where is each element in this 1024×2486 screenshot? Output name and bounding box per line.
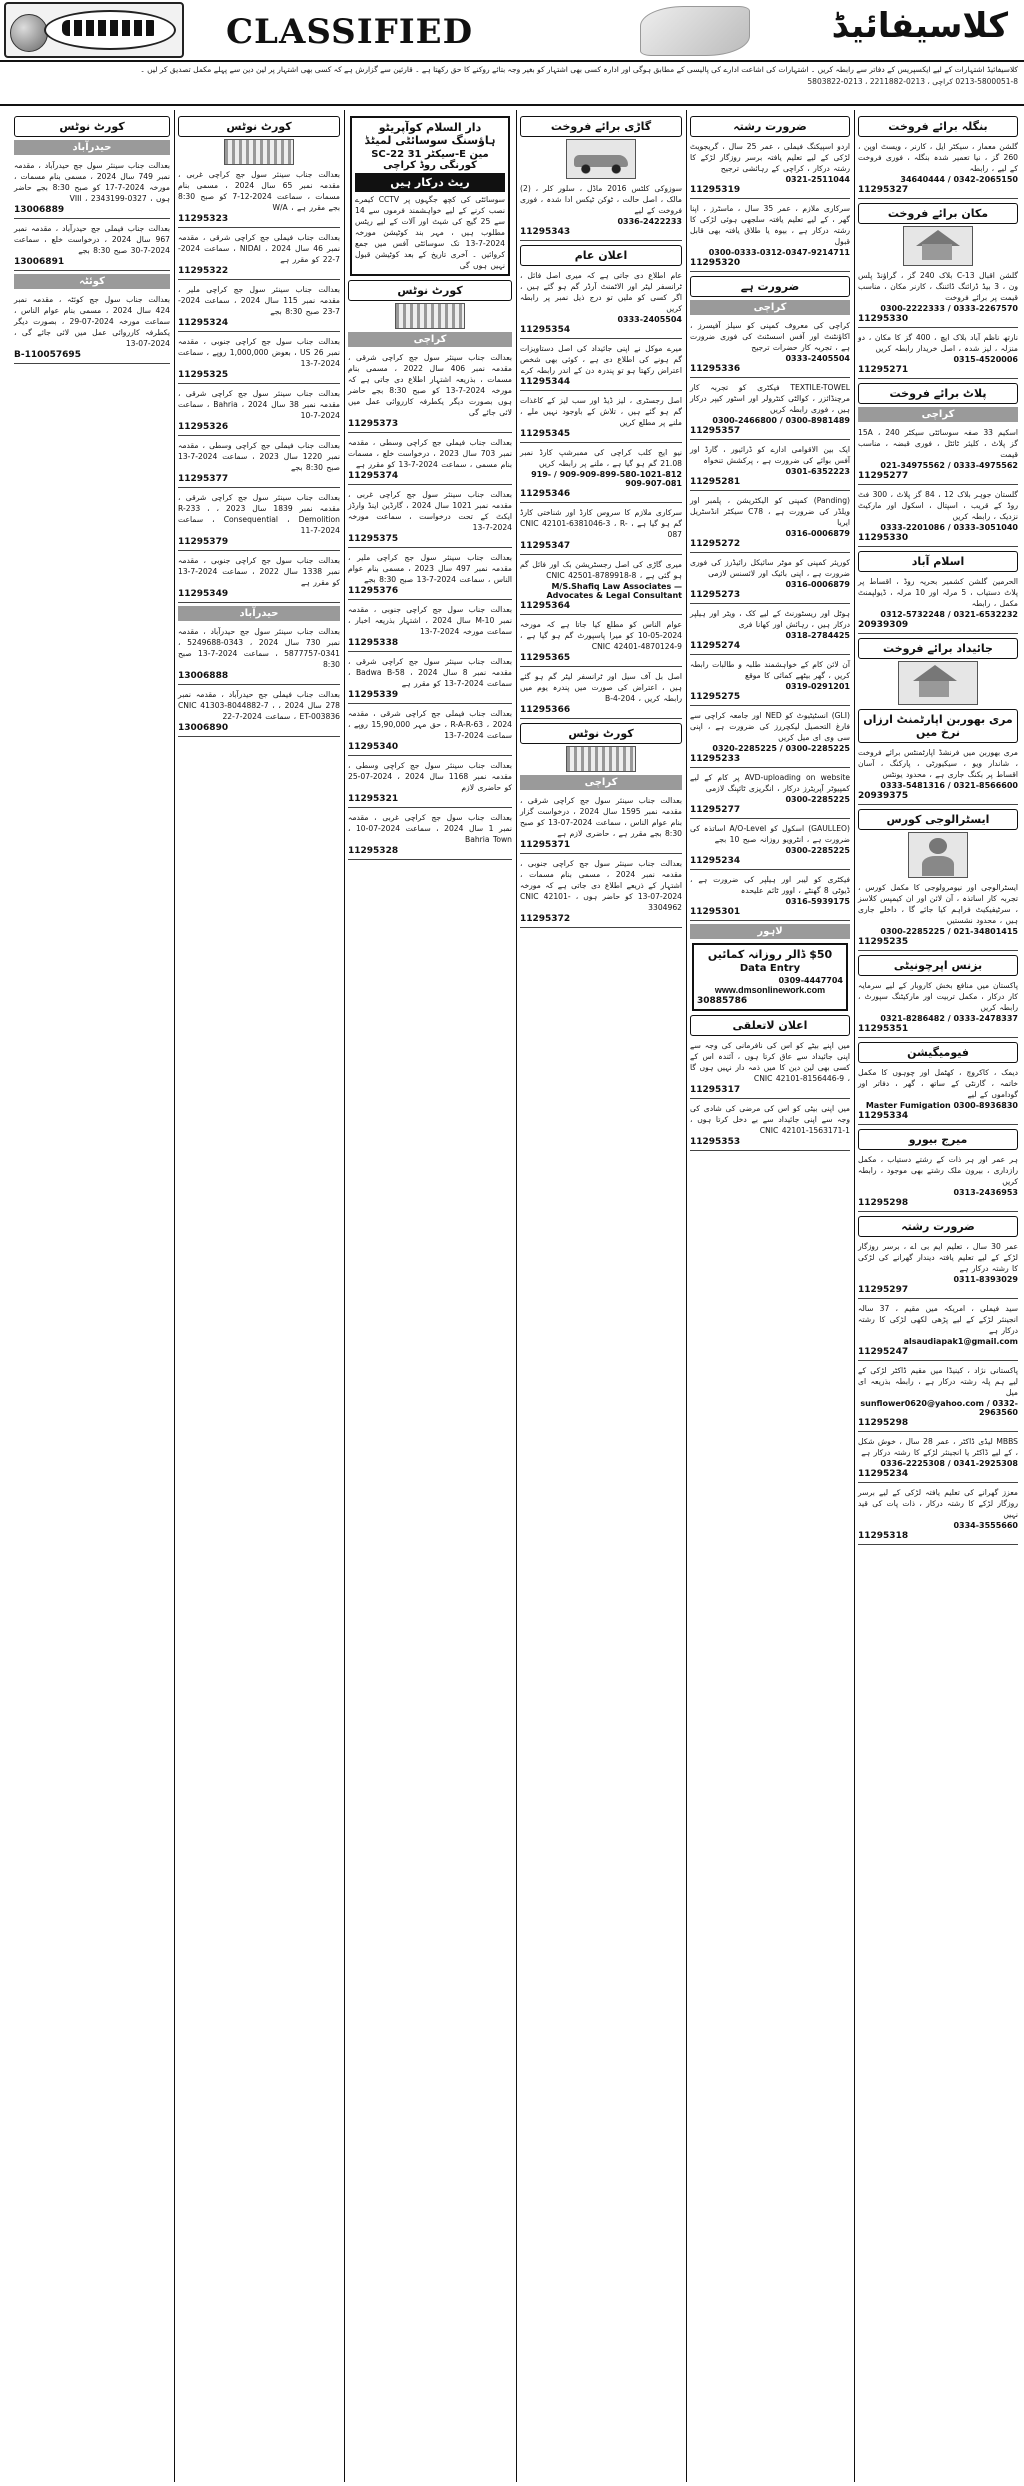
ad-contact: M/S.Shafiq Law Associates — Advocates & Legal Consultant xyxy=(546,582,682,600)
classified-ad xyxy=(178,386,340,436)
ad-contact: Master Fumigation 0300-8936830 xyxy=(865,1101,1018,1110)
ad-text: بعدالت جناب سول جج کراچی غربی ، مقدمہ نمبر 1 سال 2024 ، سماعت 2024-07-10 ، Bahria Town xyxy=(348,813,512,844)
ad-text: (Panding) کمپنی کو الیکٹریشن ، پلمبر اور ویلڈر کی ضرورت ہے ، C78 سیکٹر انڈسٹریل ایریا xyxy=(690,496,851,527)
section-heading: اعلان عام xyxy=(520,245,682,266)
ad-text: سرکاری ملازم کا سروس کارڈ اور شناختی کارڈ گم ہو گیا ہے ، CNIC 42101-6381046-3 ، R-087 xyxy=(520,508,682,539)
classified-ad xyxy=(348,810,512,860)
ad-text: میں اپنی بیٹی کو اس کی مرضی کی شادی کی وجہ سے اپنی جائیداد سے بے دخل کرتا ہوں ، CNIC 42101-1563171-1 xyxy=(690,1104,850,1135)
ad-code: 13006890 xyxy=(178,723,229,733)
ad-text: عوام الناس کو مطلع کیا جاتا ہے کہ مورخہ 2024-05-10 کو میرا پاسپورٹ گم ہو گیا ہے ، CNIC 42401-4870124-9 xyxy=(520,620,682,651)
ad-text: سوزوکی کلٹس 2016 ماڈل ، سلور کلر ، (2) مالک ، اصل حالت ، ٹوکن ٹیکس ادا شدہ ، فوری فروخت کے لیے xyxy=(520,184,682,215)
ad-text: پاکستان میں منافع بخش کاروبار کے لیے سرمایہ کار درکار ، مکمل تربیت اور مارکیٹنگ سپورٹ ، رابطہ کریں xyxy=(858,981,1018,1012)
section-heading: میرج بیورو xyxy=(858,1129,1018,1150)
ad-code: B-110057695 xyxy=(14,350,81,360)
ad-code: 11295364 xyxy=(520,601,571,611)
section-heading: ضرورت ہے xyxy=(690,276,850,297)
ad-code: 11295297 xyxy=(858,1285,909,1295)
ad-website: www.dmsonlinework.com xyxy=(714,985,826,995)
ad-contact: 0341-2925308 / 0336-2225308 xyxy=(880,1459,1018,1468)
ad-contact: 0313-2436953 xyxy=(953,1188,1018,1197)
info-strip xyxy=(0,62,1024,106)
ad-code: 11295371 xyxy=(520,840,571,850)
classified-ad xyxy=(690,555,850,604)
classified-ad xyxy=(178,687,340,737)
ad-text: گلستان جوہر بلاک 12 ، 84 گز پلاٹ ، 300 فٹ روڈ کے قریب ، اسپتال ، اسکول اور مارکیٹ نزدیک ، رابطہ کریں xyxy=(858,490,1018,521)
ad-code: 11295340 xyxy=(348,742,399,752)
ad-code: 11295343 xyxy=(520,227,571,237)
ad-contact: 0300-2285225 xyxy=(785,846,850,855)
classified-ad xyxy=(520,856,682,928)
classified-ad xyxy=(14,158,170,219)
ad-contact: 0333-2267570 / 0300-2222333 xyxy=(880,304,1018,313)
column-3 xyxy=(516,110,686,2482)
classified-ad xyxy=(858,1152,1018,1212)
info-contacts: 0213-5800051-8 کراچی ، 0213-2211882 ، 0213-5803822 xyxy=(807,76,1018,86)
ad-code: 11295347 xyxy=(520,541,571,551)
ad-code: 11295322 xyxy=(178,266,229,276)
ad-text: کراچی کی معروف کمپنی کو سیلز آفیسرز ، اکاؤنٹنٹ اور آفس اسسٹنٹ کی فوری ضرورت ہے ، تجربہ کار حضرات ترجیح xyxy=(690,321,850,352)
ad-code: 11295366 xyxy=(520,705,571,715)
classified-ad xyxy=(858,139,1018,199)
ad-text: AVD-uploading on website پر کام کے لیے کمپیوٹر آپریٹرز درکار ، انگریزی ٹائپنگ لازمی xyxy=(690,773,850,793)
ad-text: دیمک ، کاکروچ ، کھٹمل اور چوہوں کا مکمل خاتمہ ، گارنٹی کے ساتھ ، گھر ، دفاتر اور گوداموں کے لیے xyxy=(858,1068,1018,1099)
column-divider xyxy=(686,110,687,2482)
ad-text: بعدالت جناب سینئر سول جج کراچی وسطی ، مقدمہ نمبر 1168 سال 2024 ، 2024-07-25 کو حاضری لازم xyxy=(348,761,513,792)
ad-text: بعدالت جناب سول جج کراچی جنوبی ، مقدمہ نمبر 1338 سال 2022 ، سماعت 2024-7-13 کو مقرر ہے xyxy=(178,556,340,587)
ad-text: گلشن معمار ، سیکٹر ایل ، کارنر ، ویسٹ اوپن ، 260 گز ، نیا تعمیر شدہ بنگلہ ، فوری فروخت کے لیے ، رابطہ xyxy=(858,142,1018,173)
ad-text: ہوٹل اور ریسٹورنٹ کے لیے کک ، ویٹر اور ہیلپر درکار ہیں ، رہائش اور کھانا فری xyxy=(690,609,850,629)
classified-ad xyxy=(858,1239,1018,1299)
classified-ad xyxy=(520,393,682,443)
classified-ad xyxy=(858,425,1018,485)
ad-text: اصل رجسٹری ، لیز ڈیڈ اور سب لیز کے کاغذات گم ہو گئے ہیں ، تلاش کے باوجود نہیں ملے ، ملنے پر مطلع کریں xyxy=(520,396,682,427)
classified-ad xyxy=(858,330,1018,379)
ad-contact: 0334-3555660 xyxy=(953,1521,1018,1530)
section-heading: فیومیگیشن xyxy=(858,1042,1018,1063)
masthead-decoration-icon xyxy=(640,6,750,56)
masthead-title-en: CLASSIFIED xyxy=(226,12,474,52)
ad-text: بعدالت جناب فیملی جج حیدرآباد ، مقدمہ نمبر 278 سال 2024 ، CNIC 41303-8044882-7 ، ET-003836 ، سماعت 2024-7-22 xyxy=(178,690,341,721)
classified-ad xyxy=(858,574,1018,634)
classified-ad xyxy=(690,493,850,553)
classified-ad xyxy=(690,442,850,491)
section-heading: کورٹ نوٹس xyxy=(348,280,512,301)
classified-ad xyxy=(178,230,340,280)
ad-text: بعدالت جناب فیملی جج کراچی وسطی ، مقدمہ نمبر 1220 سال 2023 ، سماعت 2024-7-13 صبح 8:30 بجے xyxy=(178,441,340,472)
ad-contact: 0333-3051040 / 0333-2201086 xyxy=(880,523,1018,532)
ad-text: بعدالت جناب سینئر سول جج کراچی جنوبی ، مقدمہ نمبر 2024 ، مسمی بنام مسمات ، اشتہار کے ذریعے اطلاع دی جاتی ہے کہ مورخہ 2024-07-13 کو حاضر ہوں ، CNIC 42101-3304962 xyxy=(520,859,682,912)
ad-code: 11295336 xyxy=(690,364,741,374)
ad-code: 13006891 xyxy=(14,257,65,267)
section-heading: جائیداد برائے فروخت xyxy=(858,638,1018,659)
car-icon xyxy=(566,139,636,179)
city-bar: کوئٹہ xyxy=(14,274,170,289)
ad-code: 11295301 xyxy=(690,907,741,917)
ad-code: 11295234 xyxy=(690,856,741,866)
classified-ad xyxy=(520,557,682,615)
ad-text: بعدالت جناب سول جج کراچی جنوبی ، مقدمہ نمبر 26 US ، بعوض 1,000,000 روپے ، سماعت 2024-7-13 xyxy=(178,337,340,368)
ad-text: بعدالت جناب سینئر سول جج کراچی ملیر ، مقدمہ نمبر 497 سال 2023 ، مسمی بنام عوام الناس ، سماعت 2024-7-13 صبح 8:30 بجے xyxy=(348,553,513,584)
masthead-title-ur: کلاسیفائیڈ xyxy=(831,6,1008,46)
classified-ad xyxy=(178,490,340,551)
ad-text: بعدالت جناب سینئر سول جج کراچی غربی ، مقدمہ نمبر 65 سال 2024 ، مسمی بنام مسمات ، سماعت 2024-12-7 کو صبح 8:30 بجے مقرر ہے ، W/A xyxy=(178,170,340,212)
classified-ad xyxy=(690,770,850,819)
classified-ad xyxy=(520,669,682,719)
boxed-ad xyxy=(692,943,848,1011)
classified-ad xyxy=(858,1065,1018,1125)
classified-ad xyxy=(14,221,170,271)
ad-contact: 909-909-899-580-1021-812 / 919-909-907-081 xyxy=(531,470,682,488)
classified-ad xyxy=(520,617,682,667)
ad-contact: 0333-4975562 / 021-34975562 xyxy=(880,461,1018,470)
express-logo-icon xyxy=(4,2,184,58)
ad-code: 11295319 xyxy=(690,185,741,195)
ad-contact: 0333-2405504 xyxy=(785,354,850,363)
ad-text: نارتھ ناظم آباد بلاک ایچ ، 400 گز کا مکان ، دو منزلہ ، لیز شدہ ، اصل خریدار رابطہ کریں xyxy=(858,333,1018,353)
ad-code: 11295354 xyxy=(520,325,571,335)
house-icon xyxy=(898,661,978,705)
ad-code: 20939375 xyxy=(858,791,909,801)
column-divider xyxy=(344,110,345,2482)
city-bar: لاہور xyxy=(690,924,850,939)
ad-text: بعدالت جناب سول جج کوئٹہ ، مقدمہ نمبر 424 سال 2024 ، مسمی بنام عوام الناس ، سماعت مورخہ 2024-07-29 ، بصورت دیگر یکطرفہ کارروائی عمل میں لائی جائے گی ، 2024-07-13 xyxy=(14,295,170,348)
classified-ad xyxy=(690,708,850,768)
ad-text: بعدالت جناب سینئر سول جج حیدرآباد ، مقدمہ نمبر 730 سال 2024 ، 0343-5249688 ، 0341-5877757 ، سماعت 2024-7-13 صبح 8:30 xyxy=(178,627,341,669)
ad-contact: 0342-2065150 / 34640444 xyxy=(900,175,1018,184)
classified-ad xyxy=(690,201,850,272)
section-heading: گاڑی برائے فروخت xyxy=(520,116,682,137)
classified-ad xyxy=(858,1301,1018,1361)
column-1 xyxy=(854,110,1022,2482)
city-bar: کراچی xyxy=(858,407,1018,422)
section-heading: ایسٹرالوجی کورس xyxy=(858,809,1018,830)
ad-code: 11295338 xyxy=(348,638,399,648)
ad-code: 11295325 xyxy=(178,370,229,380)
ad-contact: 0301-6352223 xyxy=(785,467,850,476)
ad-code: 13006889 xyxy=(14,205,65,215)
ad-contact: 0316-0006879 xyxy=(785,529,850,538)
section-heading: ضرورت رشتہ xyxy=(690,116,850,137)
classified-ad xyxy=(858,1434,1018,1483)
classified-ad xyxy=(690,872,850,921)
ad-code: 30885786 xyxy=(697,996,748,1006)
ad-text: بعدالت جناب سینئر سول جج کراچی غربی ، مقدمہ نمبر 1021 سال 2024 ، گارڈین اینڈ وارڈز ایکٹ کے تحت درخواست ، سماعت مورخہ 2024-7-13 xyxy=(348,490,512,532)
ad-contact: 0315-4520006 xyxy=(953,355,1018,364)
classified-ad xyxy=(690,1101,850,1151)
ad-contact: 0311-8393029 xyxy=(953,1275,1018,1284)
ad-text: مری بھوربن میں فرنشڈ اپارٹمنٹس برائے فروخت ، شاندار ویو ، سیکیورٹی ، پارکنگ ، آسان اقساط پر بکنگ جاری ہے ، محدود یونٹس xyxy=(858,748,1018,779)
ad-code: 11295320 xyxy=(690,258,741,268)
ad-text: گلشن اقبال 13-C بلاک 240 گز ، گراؤنڈ پلس ون ، 3 بیڈ ڈرائنگ ڈائننگ ، کارنر مکان ، مناسب قیمت پر برائے فروخت xyxy=(858,271,1019,302)
ad-text: ایسٹرالوجی اور نیومرولوجی کا مکمل کورس ، تجربہ کار اساتذہ ، آن لائن اور ان کیمپس کلاسز ، سرٹیفیکیٹ فراہم کیا جائے گا ، داخلے جاری ہیں ، محدود نشستیں xyxy=(858,883,1018,925)
ad-text: بعدالت جناب سینئر سول جج کراچی شرقی ، مقدمہ نمبر 1595 سال 2024 ، درخواست گزار بنام عوام الناس ، سماعت 2024-07-13 کو صبح 8:30 بجے مقرر ہے ، حاضری لازم ہے xyxy=(520,796,683,838)
section-heading: اعلان لاتعلقی xyxy=(690,1015,850,1036)
classified-ad xyxy=(520,268,682,339)
ad-code: 11295330 xyxy=(858,533,909,543)
ad-contact: 0321-8566600 / 0333-5481316 xyxy=(880,781,1018,790)
section-heading: کورٹ نوٹس xyxy=(520,723,682,744)
ad-text: الحرمین گلشن کشمیر بحریہ روڈ ، اقساط پر پلاٹ دستیاب ، 5 مرلہ اور 10 مرلہ ، ڈیولپمنٹ مکمل ، رابطہ xyxy=(858,577,1018,608)
ad-text: بعدالت جناب سینئر سول جج کراچی شرقی ، مقدمہ نمبر 406 سال 2022 ، مسمی بنام مسمات ، بذریعہ اشتہار اطلاع دی جاتی ہے کہ مورخہ 2024-7-13 کو صبح 8:30 بجے حاضر ہوں بصورت دیگر یکطرفہ کارروائی عمل میں لائی جائے گی xyxy=(348,353,512,417)
ad-code: 11295357 xyxy=(690,426,741,436)
ad-code: 11295339 xyxy=(348,690,399,700)
column-divider xyxy=(174,110,175,2482)
classified-ad xyxy=(858,978,1018,1038)
city-bar: حیدرآباد xyxy=(14,140,170,155)
ad-contact: 0319-0291201 xyxy=(785,682,850,691)
classified-ad xyxy=(690,380,850,440)
classified-ad xyxy=(348,654,512,704)
column-4 xyxy=(344,110,516,2482)
ad-contact: 0309-4447704 xyxy=(778,976,843,985)
classified-ad xyxy=(348,350,512,433)
ad-contact: alsaudiapak1@gmail.com xyxy=(903,1337,1018,1346)
classified-ad xyxy=(520,341,682,391)
section-heading: کورٹ نوٹس xyxy=(178,116,340,137)
ad-code: 11295328 xyxy=(348,846,399,856)
ad-code: 11295374 xyxy=(348,471,399,481)
ad-code: 11295365 xyxy=(520,653,571,663)
court-icon xyxy=(395,303,465,329)
classified-ad xyxy=(520,181,682,241)
ad-text: سرکاری ملازم ، عمر 35 سال ، ماسٹرز ، اپنا گھر ، کے لیے تعلیم یافتہ سلجھی ہوئی لڑکی کا رشتہ درکار ہے ، بیوہ یا طلاق یافتہ بھی قابل قبول xyxy=(690,204,850,246)
city-bar: حیدرآباد xyxy=(178,606,340,621)
ad-text: فیکٹری کو لیبر اور ہیلپر کی ضرورت ہے ، ڈیوٹی 8 گھنٹے ، اوور ٹائم علیحدہ xyxy=(690,875,850,895)
ad-text: بعدالت جناب سینئر سول جج حیدرآباد ، مقدمہ نمبر 749 سال 2024 ، مسمی بنام مسمات ، مورخہ 2024-7-17 کو صبح 8:30 بجے حاضر ہوں ، 0327-2343199 ، VIII xyxy=(14,161,170,203)
ad-code: 11295275 xyxy=(690,692,741,702)
column-5 xyxy=(174,110,344,2482)
section-heading: بنگلہ برائے فروخت xyxy=(858,116,1018,137)
classified-ad xyxy=(348,435,512,485)
ad-text: MBBS لیڈی ڈاکٹر ، عمر 28 سال ، خوش شکل ، کے لیے ڈاکٹر یا انجینئر لڑکے کا رشتہ درکار ہے xyxy=(858,1437,1018,1457)
ad-code: 13006888 xyxy=(178,671,229,681)
ad-code: 11295330 xyxy=(858,314,909,324)
ad-code: 11295273 xyxy=(690,590,741,600)
ad-code: 11295376 xyxy=(348,586,399,596)
ad-code: 11295298 xyxy=(858,1418,909,1428)
ad-contact: 0316-0006879 xyxy=(785,580,850,589)
ad-contact: 0321-6532232 / 0312-5732248 xyxy=(880,610,1018,619)
ad-code: 11295375 xyxy=(348,534,399,544)
info-text: کلاسیفائیڈ اشتہارات کے لیے ایکسپریس کے دفاتر سے رابطہ کریں ۔ اشتہارات کی اشاعت ادارے کی پالیسی کے مطابق ہوگی اور ادارہ کسی بھی اشتہار کو بغیر وجہ بتائے روکنے کا حق رکھتا ہے ۔ قارئین سے گزارش ہے کہ کسی بھی اشتہار پر لین دین سے پہلے مکمل تصدیق کر لیں ۔ xyxy=(140,65,1018,74)
column-2 xyxy=(686,110,854,2482)
ad-code: 11295323 xyxy=(178,214,229,224)
ad-code: 11295233 xyxy=(690,754,741,764)
ad-text: بعدالت جناب سینئر سول جج کراچی شرقی ، مقدمہ نمبر 8 سال 2024 ، Badwa B-58 ، سماعت 2024-7-13 کو مقرر ہے xyxy=(348,657,512,688)
ad-text: اصل بل آف سیل اور ٹرانسفر لیٹر گم ہو گئے ہیں ، اعتراض کی صورت میں پندرہ یوم میں رابطہ کریں ، B-4-204 xyxy=(520,672,682,703)
ad-code: 11295247 xyxy=(858,1347,909,1357)
classified-ad xyxy=(348,550,512,600)
section-heading: مکان برائے فروخت xyxy=(858,203,1018,224)
section-heading: ضرورت رشتہ xyxy=(858,1216,1018,1237)
classified-ad xyxy=(690,821,850,870)
ad-text: اسکیم 33 صفہ سوسائٹی سیکٹر 15A ، 240 گز پلاٹ ، کلیئر ٹائٹل ، فوری قبضہ ، مناسب قیمت xyxy=(858,428,1018,459)
ad-contact: 0336-2422233 xyxy=(617,217,682,226)
classified-ad xyxy=(348,602,512,652)
city-bar: کراچی xyxy=(348,332,512,347)
ad-contact: 0300-2285225 xyxy=(785,795,850,804)
box-title: $50 ڈالر روزانہ کمائیں xyxy=(707,948,833,961)
society-notice xyxy=(350,116,510,276)
notice-text: سوسائٹی کی کچھ جگہوں پر CCTV کیمرے نصب کرنے کے لیے خواہشمند فرموں سے 14 سے 25 گیج کی شیٹ اور آلات کے لیے ریٹس مطلوب ہیں ، مہر بند کوٹیشن مورخہ 2024-7-13 تک سوسائٹی آفس میں جمع کروائیں ۔ آخری تاریخ کے بعد کوٹیشن قبول نہیں ہوں گی xyxy=(355,195,505,270)
house-icon xyxy=(903,226,973,266)
ad-code: 11295324 xyxy=(178,318,229,328)
section-heading: بزنس اپرچونیٹی xyxy=(858,955,1018,976)
column-divider xyxy=(854,110,855,2482)
ad-text: میری گاڑی کی اصل رجسٹریشن بک اور فائل گم ہو گئی ہے ، CNIC 42501-8789918-8 xyxy=(520,560,682,580)
classified-ad xyxy=(858,487,1018,547)
ad-contact: 0300-0333-0312-0347-9214711 xyxy=(708,248,850,257)
ad-code: 11295281 xyxy=(690,477,741,487)
ad-code: 11295326 xyxy=(178,422,229,432)
ad-code: 11295274 xyxy=(690,641,741,651)
classified-ad xyxy=(178,167,340,228)
classified-ad xyxy=(690,139,850,199)
ad-contact: 0300-8981489 / 0300-2466800 xyxy=(712,416,850,425)
ad-text: (GLI) انسٹیٹیوٹ کو NED اور جامعہ کراچی سے فارغ التحصیل لیکچررز کی ضرورت ہے ، اپنی سی وی ای میل کریں xyxy=(690,711,850,742)
notice-banner: ریٹ درکار ہیں xyxy=(355,173,505,192)
ad-text: سید فیملی ، امریکہ میں مقیم ، 37 سالہ انجینئر لڑکے کے لیے پڑھی لکھی لڑکی کا رشتہ درکار ہے xyxy=(858,1304,1018,1335)
ad-text: TEXTILE-TOWEL فیکٹری کو تجربہ کار مرچنڈائزر ، کوالٹی کنٹرولر اور اسٹور کیپر درکار ہیں ، فوری رابطہ کریں xyxy=(690,383,850,414)
ad-contact: 0318-2784425 xyxy=(785,631,850,640)
ad-code: 11295272 xyxy=(690,539,741,549)
ad-text: کوریئر کمپنی کو موٹر سائیکل رائیڈرز کی فوری ضرورت ہے ، اپنی بائیک اور لائسنس لازمی xyxy=(690,558,850,578)
section-heading: مری بھوربن اپارٹمنٹ ارزاں نرخ میں xyxy=(858,709,1018,743)
ad-text: ایک بین الاقوامی ادارے کو ڈرائیور ، گارڈ اور آفس بوائے کی ضرورت ہے ، پرکشش تنخواہ xyxy=(690,445,850,465)
ad-contact: 0316-5939175 xyxy=(785,897,850,906)
classified-ad xyxy=(690,318,850,378)
ad-text: بعدالت جناب سینئر سول جج کراچی شرقی ، مقدمہ نمبر 38 سال 2024 ، Bahria ، سماعت 2024-7-10 xyxy=(178,389,341,420)
column-6 xyxy=(10,110,174,2482)
ad-code: 11295277 xyxy=(858,471,909,481)
ad-code: 11295235 xyxy=(858,937,909,947)
court-icon xyxy=(566,746,636,772)
city-bar: کراچی xyxy=(690,300,850,315)
ad-code: 11295353 xyxy=(690,1137,741,1147)
ad-text: پاکستانی نژاد ، کینیڈا میں مقیم ڈاکٹر لڑکی کے لیے ہم پلہ رشتہ درکار ہے ، رابطہ بذریعہ ای میل xyxy=(858,1366,1018,1397)
ad-text: اردو اسپیکنگ فیملی ، عمر 25 سال ، گریجویٹ لڑکی کے لیے تعلیم یافتہ برسر روزگار لڑکے کا رشتہ درکار ، کراچی کے رہائشی ترجیح xyxy=(690,142,850,173)
notice-sub: SC-22 سیکٹر 31-E مین کورنگی روڈ کراچی xyxy=(371,149,489,171)
ad-code: 11295345 xyxy=(520,429,571,439)
ad-code: 11295271 xyxy=(858,365,909,375)
ad-code: 11295346 xyxy=(520,489,571,499)
ad-code: 11295317 xyxy=(690,1085,741,1095)
ad-contact: 0300-2285225 / 0320-2285225 xyxy=(712,744,850,753)
classified-ad xyxy=(178,282,340,332)
ad-text: بعدالت جناب سینئر سول جج کراچی شرقی ، مقدمہ نمبر 1839 سال 2023 ، R-233 ، Consequential ، Demolition ، سماعت 2024-7-11 xyxy=(178,493,340,535)
ad-code: 11295344 xyxy=(520,377,571,387)
ad-text: عمر 30 سال ، تعلیم ایم بی اے ، برسر روزگار لڑکے کے لیے تعلیم یافتہ دیندار گھرانے کی لڑکی کا رشتہ درکار ہے xyxy=(858,1242,1018,1273)
ad-text: آن لائن کام کے خواہشمند طلبہ و طالبات رابطہ کریں ، گھر بیٹھے کمائی کا موقع xyxy=(690,660,850,680)
classified-ad xyxy=(348,758,512,808)
ad-text: بعدالت جناب فیملی جج کراچی شرقی ، مقدمہ نمبر 46 سال 2024 ، NIDAI ، سماعت 2024-7-22 کو مقرر ہے xyxy=(178,233,340,264)
classified-ad xyxy=(690,606,850,655)
ad-text: میں اپنے بیٹے کو اس کی نافرمانی کی وجہ سے اپنی جائیداد سے عاق کرتا ہوں ، آئندہ اس کے کسی بھی لین دین کا میں ذمہ دار نہیں ہوں گا ، CNIC 42101-8156446-9 xyxy=(690,1041,850,1083)
ad-code: 11295277 xyxy=(690,805,741,815)
classified-ad xyxy=(178,624,340,685)
section-heading: پلاٹ برائے فروخت xyxy=(858,383,1018,404)
ad-contact: 021-34801415 / 0300-2285225 xyxy=(880,927,1018,936)
classified-ad xyxy=(348,706,512,756)
classified-ad xyxy=(858,880,1018,951)
ad-code: 11295234 xyxy=(858,1469,909,1479)
ad-code: 11295321 xyxy=(348,794,399,804)
classified-ad xyxy=(520,793,682,854)
ad-code: 11295379 xyxy=(178,537,229,547)
section-heading: کورٹ نوٹس xyxy=(14,116,170,137)
ad-text: بعدالت جناب فیملی جج کراچی وسطی ، مقدمہ نمبر 703 سال 2023 ، درخواست خلع ، مسمات بنام مسمی ، سماعت 2024-7-13 کو مقرر ہے xyxy=(348,438,512,469)
classified-ad xyxy=(178,438,340,488)
ad-text: نیو ایج کلب کراچی کی ممبرشپ کارڈ نمبر 21.08 گم ہو گیا ہے ، ملنے پر رابطہ کریں xyxy=(520,448,682,468)
classified-ad xyxy=(520,505,682,555)
ad-code: 11295334 xyxy=(858,1111,909,1121)
classified-ad xyxy=(520,445,682,503)
ad-code: 11295372 xyxy=(520,914,571,924)
classified-ad xyxy=(858,1485,1018,1545)
ad-contact: 0321-2511044 xyxy=(785,175,850,184)
classified-ad xyxy=(858,268,1018,328)
column-divider xyxy=(516,110,517,2482)
court-icon xyxy=(224,139,294,165)
notice-title: دار السلام کوآپریٹو ہاؤسنگ سوسائٹی لمیٹڈ xyxy=(364,121,496,147)
masthead xyxy=(0,0,1024,62)
ad-code: 11295351 xyxy=(858,1024,909,1034)
classified-ad xyxy=(348,487,512,548)
ad-code: 11295377 xyxy=(178,474,229,484)
classified-ad xyxy=(14,292,170,364)
ad-text: ہر عمر اور ہر ذات کے رشتے دستیاب ، مکمل رازداری ، بیرون ملک رشتے بھی موجود ، رابطہ کریں xyxy=(858,1155,1018,1186)
person-icon xyxy=(908,832,968,878)
ad-text: بعدالت جناب فیملی جج حیدرآباد ، مقدمہ نمبر 967 سال 2024 ، درخواست خلع ، سماعت 2024-7-30 صبح 8:30 بجے xyxy=(14,224,170,255)
ad-text: عام اطلاع دی جاتی ہے کہ میری اصل فائل ، ٹرانسفر لیٹر اور الاٹمنٹ آرڈر گم ہو گئے ہیں ، اگر کسی کو ملیں تو درج ذیل نمبر پر رابطہ کریں xyxy=(520,271,682,313)
classified-ad xyxy=(690,657,850,706)
city-bar: کراچی xyxy=(520,775,682,790)
ad-contact: 0333-2405504 xyxy=(617,315,682,324)
section-heading: اسلام آباد xyxy=(858,551,1018,572)
ad-code: 20939309 xyxy=(858,620,909,630)
ad-text: بعدالت جناب سول جج کراچی جنوبی ، مقدمہ نمبر M-10 سال 2024 ، اشتہار بذریعہ اخبار ، سماعت مورخہ 2024-7-13 xyxy=(348,605,512,636)
ad-code: 11295349 xyxy=(178,589,229,599)
classified-ad xyxy=(858,745,1018,805)
classified-ad xyxy=(178,334,340,384)
ad-contact: 0333-2478337 / 0321-8286482 xyxy=(880,1014,1018,1023)
classified-ad xyxy=(690,1038,850,1099)
ad-code: 11295327 xyxy=(858,185,909,195)
classified-ad xyxy=(858,1363,1018,1432)
ad-text: بعدالت جناب فیملی جج کراچی شرقی ، مقدمہ 2024 ، R-A-R-63 ، حق مہر 15,90,000 روپے ، سماعت 2024-7-13 xyxy=(348,709,513,740)
classified-ad xyxy=(178,553,340,603)
ad-code: 11295298 xyxy=(858,1198,909,1208)
ad-text: (GAULLEO) اسکول کو A/O-Level اساتذہ کی ضرورت ہے ، انٹرویو روزانہ صبح 10 بجے xyxy=(690,824,850,844)
ad-contact: sunflower0620@yahoo.com / 0332-2963560 xyxy=(860,1399,1018,1417)
ad-code: 11295373 xyxy=(348,419,399,429)
ad-code: 11295318 xyxy=(858,1531,909,1541)
ad-text: معزز گھرانے کی تعلیم یافتہ لڑکی کے لیے برسر روزگار لڑکے کا رشتہ درکار ، ذات پات کی قید نہیں xyxy=(858,1488,1018,1519)
box-sub: Data Entry xyxy=(739,963,801,974)
ad-text: بعدالت جناب سینئر سول جج کراچی ملیر ، مقدمہ نمبر 115 سال 2024 ، سماعت 2024-7-23 صبح 8:30 بجے xyxy=(178,285,340,316)
ad-text: میرے موکل نے اپنی جائیداد کی اصل دستاویزات گم ہونے کی اطلاع دی ہے ، کوئی بھی شخص اعتراض رکھتا ہو تو پندرہ دن کے اندر رابطہ کرے xyxy=(520,344,682,375)
